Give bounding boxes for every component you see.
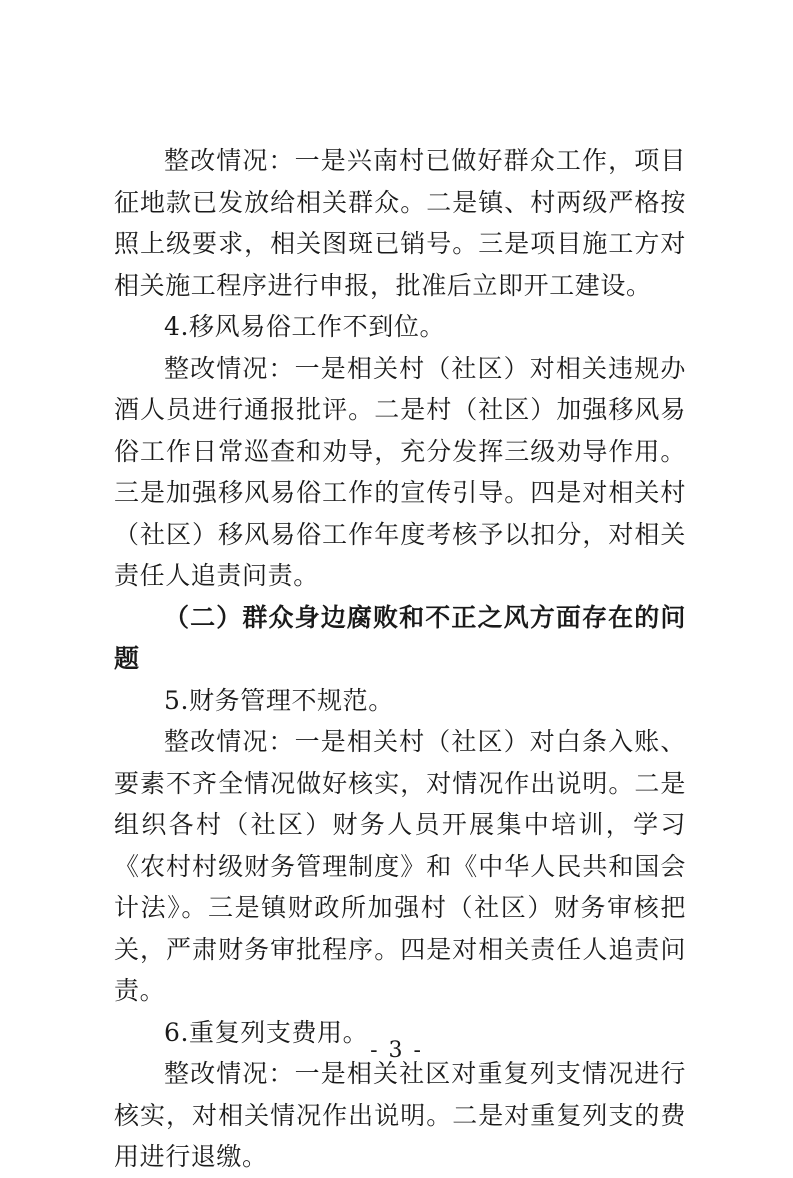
section-heading-2: （二）群众身边腐败和不正之风方面存在的问题: [114, 602, 686, 673]
paragraph-rectification-4: 整改情况：一是相关村（社区）对相关违规办酒人员进行通报批评。二是村（社区）加强移风易俗工作日常巡查和劝导，充分发挥三级劝导作用。三是加强移风易俗工作的宣传引导。四是对相关村（社区）移风易俗工作年度考核予以扣分，对相关责任人追责问责。: [114, 353, 686, 590]
item-heading-5: 5.财务管理不规范。: [164, 685, 394, 715]
paragraph-rectification-6: 整改情况：一是相关社区对重复列支情况进行核实，对相关情况作出说明。二是对重复列支的费用进行退缴。: [114, 1059, 686, 1171]
paragraph-rectification-1: 整改情况：一是兴南村已做好群众工作，项目征地款已发放给相关群众。二是镇、村两级严格按照上级要求，相关图斑已销号。三是项目施工方对相关施工程序进行申报，批准后立即开工建设。: [114, 146, 686, 300]
item-heading-6: 6.重复列支费用。: [164, 1017, 369, 1047]
paragraph-rectification-5: 整改情况：一是相关村（社区）对白条入账、要素不齐全情况做好核实，对情况作出说明。二是组织各村（社区）财务人员开展集中培训，学习《农村村级财务管理制度》和《中华人民共和国会计法》。三是镇财政所加强村（社区）财务审核把关，严肃财务审批程序。四是对相关责任人追责问责。: [114, 727, 686, 1005]
document-body: [114, 140, 686, 1178]
item-heading-4: 4.移风易俗工作不到位。: [164, 312, 446, 341]
page-number: - 3 -: [370, 1038, 423, 1063]
